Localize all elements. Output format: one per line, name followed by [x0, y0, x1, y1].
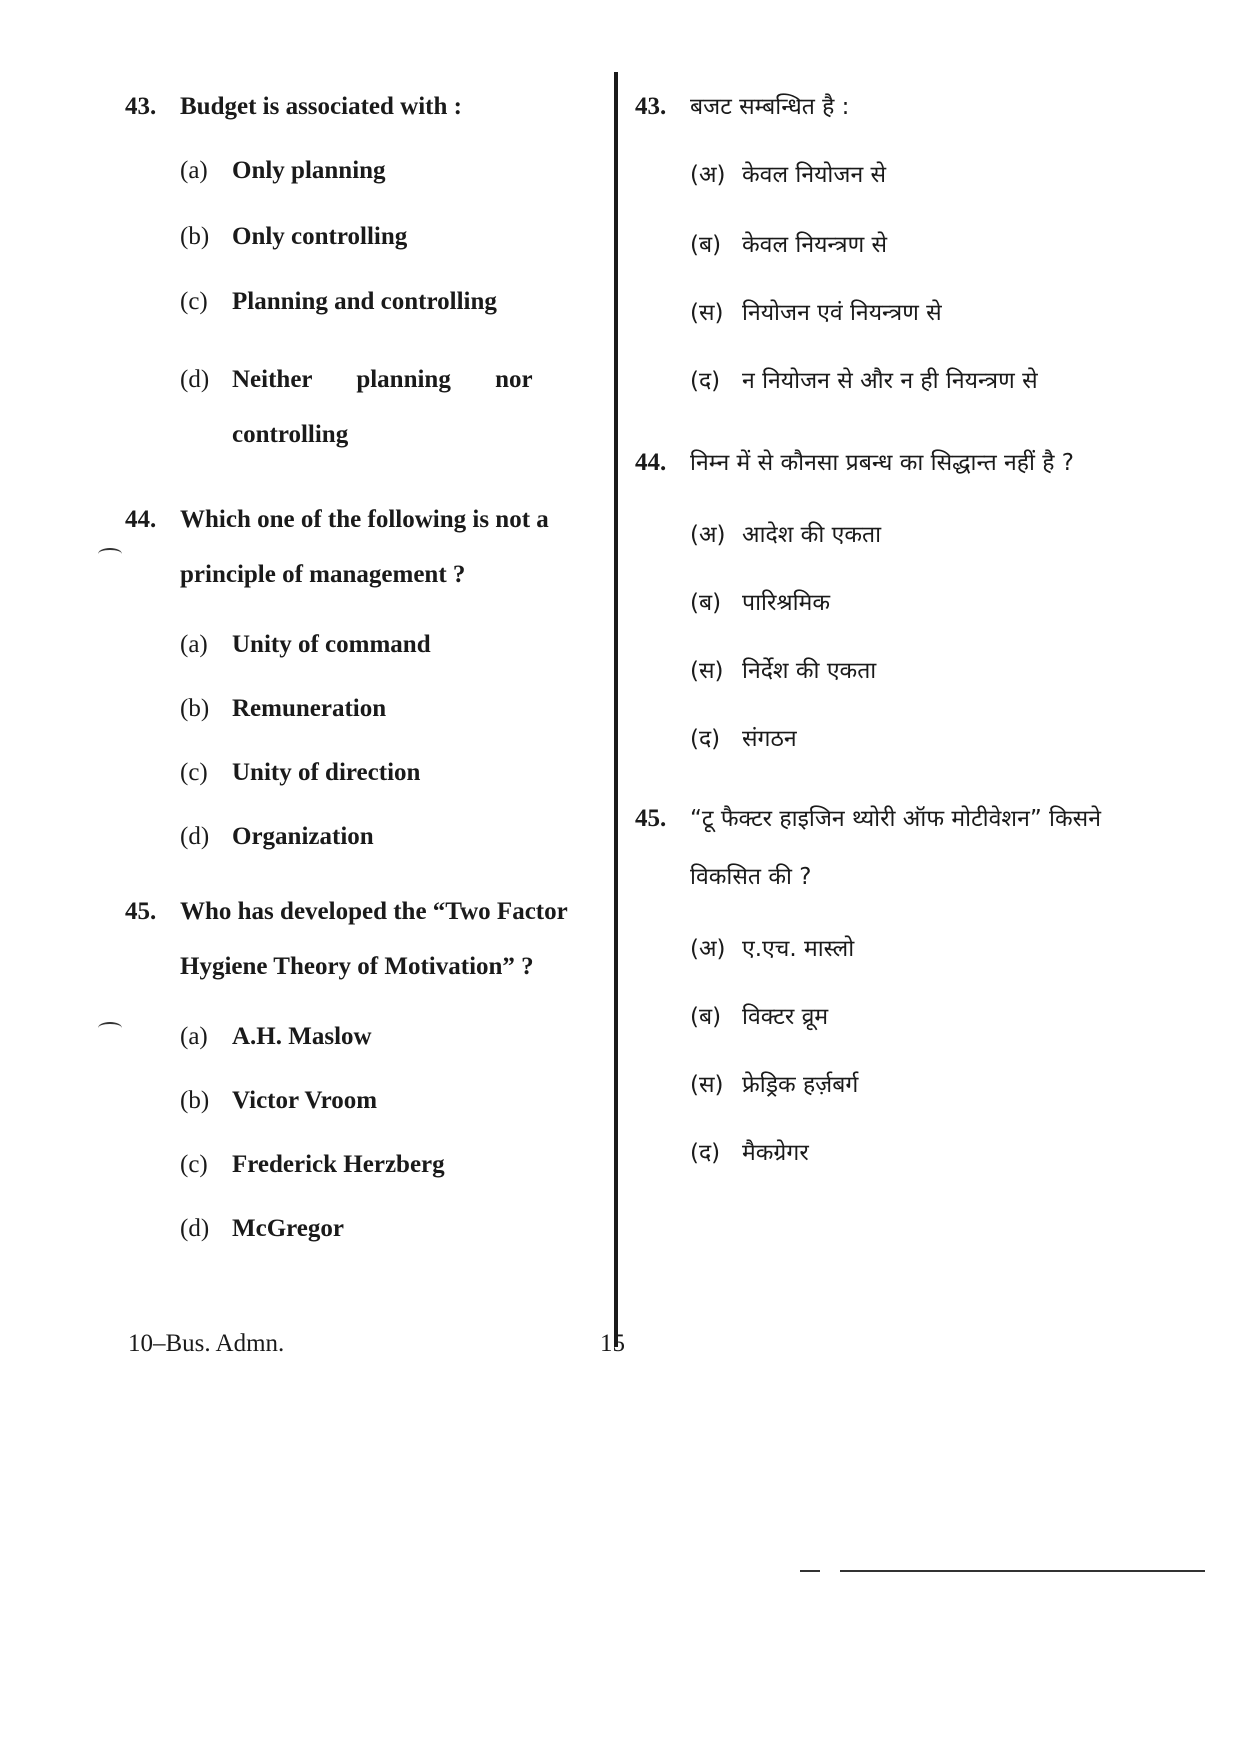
option-d — [690, 724, 1115, 754]
margin-mark — [98, 548, 122, 560]
option-text: McGregor — [232, 1215, 344, 1242]
option-d — [690, 1138, 1115, 1168]
option-a — [690, 160, 1115, 190]
option-b — [180, 222, 605, 252]
option-b — [690, 230, 1115, 260]
option-label: (a) — [180, 1023, 208, 1050]
option-label: (a) — [180, 157, 208, 184]
option-text: Remuneration — [232, 695, 387, 722]
option-label: (अ) — [690, 522, 726, 548]
option-label: (d) — [180, 1215, 210, 1242]
option-text: आदेश की एकता — [742, 522, 882, 548]
question-text: Budget is associated with : — [180, 93, 462, 120]
option-text: Unity of command — [232, 631, 431, 658]
question-43-hi — [635, 92, 1115, 396]
question-number: 43. — [635, 93, 667, 120]
option-text: विक्टर व्रूम — [742, 1004, 829, 1030]
option-c — [690, 656, 1115, 686]
margin-mark — [98, 1022, 122, 1034]
question-44-en — [125, 492, 605, 852]
option-text: निर्देश की एकता — [742, 658, 877, 684]
option-label: (स) — [690, 1072, 724, 1098]
option-text: ए.एच. मास्लो — [742, 936, 855, 962]
option-label: (a) — [180, 631, 208, 658]
option-d — [180, 1214, 605, 1244]
option-text: A.H. Maslow — [232, 1023, 372, 1050]
option-label: (स) — [690, 658, 724, 684]
question-number: 45. — [125, 898, 157, 925]
option-b — [690, 1002, 1115, 1032]
option-c — [180, 287, 605, 317]
option-label: (c) — [180, 1151, 208, 1178]
question-44-hi — [635, 434, 1115, 754]
option-label: (द) — [690, 1140, 721, 1166]
option-text: केवल नियोजन से — [742, 162, 887, 188]
column-divider — [614, 72, 618, 1347]
option-text: Victor Vroom — [232, 1087, 378, 1114]
option-label: (ब) — [690, 232, 722, 258]
question-text: “टू फैक्टर हाइजिन थ्योरी ऑफ मोटीवेशन” किसने विकसित की ? — [690, 806, 1101, 890]
option-a — [180, 630, 605, 660]
bottom-rule — [840, 1570, 1205, 1572]
option-b — [690, 588, 1115, 618]
option-a — [180, 156, 605, 186]
option-label: (d) — [180, 366, 210, 393]
option-label: (c) — [180, 288, 208, 315]
question-45-en — [125, 884, 605, 1244]
option-text: Frederick Herzberg — [232, 1151, 445, 1178]
option-text: Unity of direction — [232, 759, 421, 786]
option-c — [690, 1070, 1115, 1100]
option-c — [690, 298, 1115, 328]
option-text: न नियोजन से और न ही नियन्त्रण से — [742, 368, 1038, 394]
option-label: (ब) — [690, 1004, 722, 1030]
option-label: (b) — [180, 695, 210, 722]
question-text: निम्न में से कौनसा प्रबन्ध का सिद्धान्त नहीं है ? — [690, 450, 1074, 476]
option-b — [180, 694, 605, 724]
english-column — [125, 80, 605, 1244]
option-label: (अ) — [690, 936, 726, 962]
question-text: बजट सम्बन्धित है : — [690, 94, 850, 120]
question-number: 43. — [125, 93, 157, 120]
option-text: Only controlling — [232, 223, 408, 250]
option-text: केवल नियन्त्रण से — [742, 232, 888, 258]
question-text: Who has developed the “Two Factor Hygiene Theory of Motivation” ? — [180, 898, 568, 980]
option-label: (द) — [690, 368, 721, 394]
option-b — [180, 1086, 605, 1116]
option-text: फ्रेड्रिक हर्ज़बर्ग — [742, 1072, 859, 1098]
option-label: (c) — [180, 759, 208, 786]
option-label: (b) — [180, 1087, 210, 1114]
question-text: Which one of the following is not a principle of management ? — [180, 506, 549, 588]
bottom-rule-short — [800, 1570, 820, 1572]
option-a — [180, 1022, 605, 1052]
question-43-en — [125, 92, 605, 462]
option-text: Planning and controlling — [232, 288, 497, 315]
option-text: Only planning — [232, 157, 386, 184]
option-label: (b) — [180, 223, 210, 250]
option-a — [690, 520, 1115, 550]
question-number: 44. — [125, 506, 157, 533]
question-45-hi — [635, 790, 1115, 1168]
option-a — [690, 934, 1115, 964]
option-label: (ब) — [690, 590, 722, 616]
question-number: 44. — [635, 449, 667, 476]
hindi-column — [635, 80, 1115, 1168]
option-text: मैकग्रेगर — [742, 1140, 809, 1166]
option-d — [180, 352, 605, 462]
question-number: 45. — [635, 805, 667, 832]
option-d — [690, 366, 1115, 396]
option-label: (d) — [180, 823, 210, 850]
option-text: नियोजन एवं नियन्त्रण से — [742, 300, 942, 326]
option-text: पारिश्रमिक — [742, 590, 831, 616]
paper-code: 10–Bus. Admn. — [128, 1330, 285, 1357]
option-label: (अ) — [690, 162, 726, 188]
option-text: Organization — [232, 823, 374, 850]
page-number: 15 — [600, 1330, 625, 1357]
option-label: (द) — [690, 726, 721, 752]
option-text: संगठन — [742, 726, 797, 752]
option-c — [180, 758, 605, 788]
option-c — [180, 1150, 605, 1180]
option-text: Neither planning nor controlling — [232, 366, 533, 448]
option-label: (स) — [690, 300, 724, 326]
option-d — [180, 822, 605, 852]
